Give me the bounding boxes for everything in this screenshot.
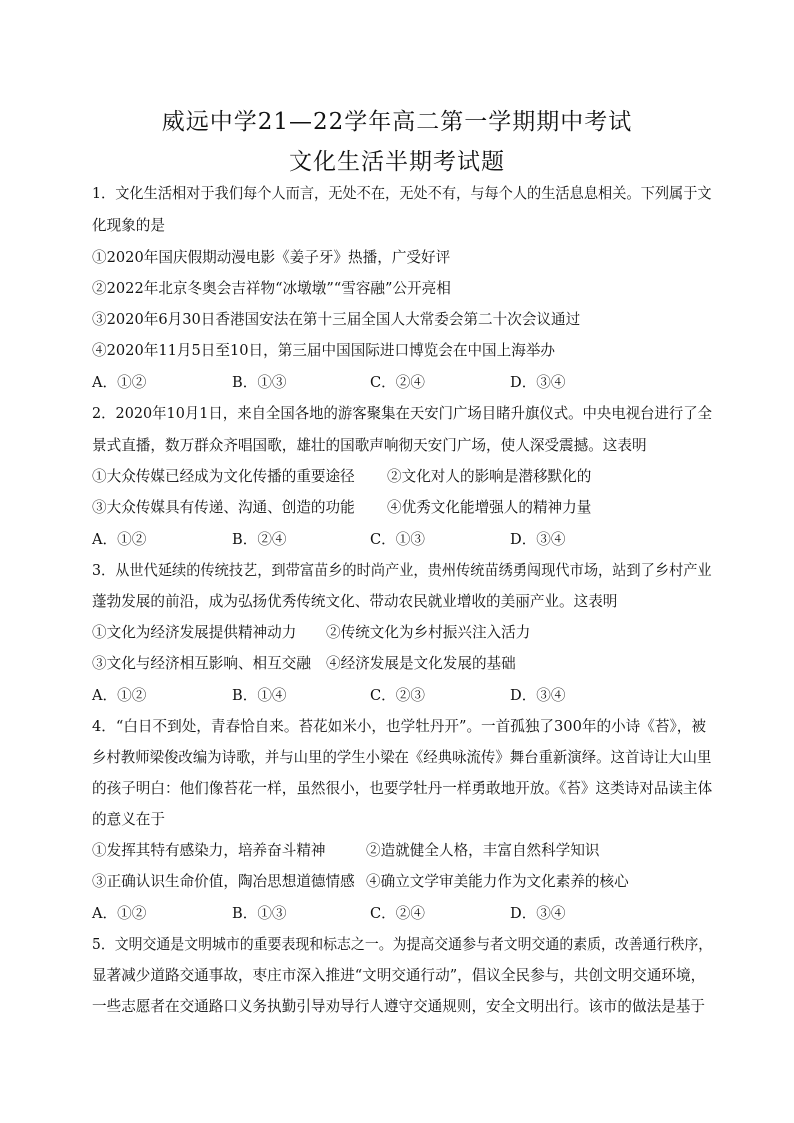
question-4-item-3: ③正确认识生命价值，陶冶思想道德情感 bbox=[92, 873, 355, 890]
question-3-stem-line-2: 蓬勃发展的前沿，成为弘扬优秀传统文化、带动农民就业增收的美丽产业。这表明 bbox=[92, 593, 618, 610]
option-a[interactable]: A．①② bbox=[92, 374, 147, 391]
option-c[interactable]: C．②④ bbox=[370, 905, 425, 922]
question-1-stem-line-2: 化现象的是 bbox=[92, 217, 165, 234]
option-b[interactable]: B．①③ bbox=[232, 374, 287, 391]
option-d[interactable]: D．③④ bbox=[510, 374, 566, 391]
option-c[interactable]: C．①③ bbox=[370, 531, 425, 548]
question-3-item-2: ②传统文化为乡村振兴注入活力 bbox=[326, 624, 531, 641]
question-3-options bbox=[92, 686, 712, 706]
question-4-stem-line-1: 4．“白日不到处，青春恰自来。苔花如米小，也学牡丹开”。一首孤独了300年的小诗《苔》，被 bbox=[92, 718, 706, 735]
question-2-item-1: ①大众传媒已经成为文化传播的重要途径 bbox=[92, 468, 355, 485]
question-4-item-1: ①发挥其特有感染力，培养奋斗精神 bbox=[92, 842, 326, 859]
question-1-item-3: ③2020年6月30日香港国安法在第十三届全国人大常委会第二十次会议通过 bbox=[92, 311, 581, 328]
option-a[interactable]: A．①② bbox=[92, 905, 147, 922]
option-d[interactable]: D．③④ bbox=[510, 905, 566, 922]
question-4-stem-line-4: 的意义在于 bbox=[92, 811, 165, 828]
question-2-stem-line-1: 2．2020年10月1日，来自全国各地的游客聚集在天安门广场目睹升旗仪式。中央电视台进行了全 bbox=[92, 405, 713, 422]
question-2-item-2: ②文化对人的影响是潜移默化的 bbox=[387, 468, 592, 485]
question-4-item-4: ④确立文学审美能力作为文化素养的核心 bbox=[366, 873, 629, 890]
exam-subtitle: 文化生活半期考试题 bbox=[289, 149, 505, 175]
question-2-options bbox=[92, 530, 712, 550]
question-4-stem-line-2: 乡村教师梁俊改编为诗歌，并与山里的学生小梁在《经典咏流传》舞台重新演绎。这首诗让大山里 bbox=[92, 749, 712, 766]
question-3-item-1: ①文化为经济发展提供精神动力 bbox=[92, 624, 297, 641]
question-1-stem-line-1: 1．文化生活相对于我们每个人而言，无处不在，无处不有，与每个人的生活息息相关。下列属于文 bbox=[92, 185, 712, 202]
exam-title: 威远中学21—22学年高二第一学期期中考试 bbox=[161, 109, 633, 135]
question-1-item-4: ④2020年11月5日至10日，第三届中国国际进口博览会在中国上海举办 bbox=[92, 342, 556, 359]
question-2-item-4: ④优秀文化能增强人的精神力量 bbox=[387, 499, 592, 516]
option-d[interactable]: D．③④ bbox=[510, 687, 566, 704]
question-5-stem-line-3: 一些志愿者在交通路口义务执勤引导劝导行人遵守交通规则，安全文明出行。该市的做法是基于 bbox=[92, 998, 705, 1015]
question-4-item-2: ②造就健全人格，丰富自然科学知识 bbox=[366, 842, 600, 859]
question-1-item-1: ①2020年国庆假期动漫电影《姜子牙》热播，广受好评 bbox=[92, 249, 451, 266]
question-5-stem-line-2: 显著减少道路交通事故，枣庄市深入推进“文明交通行动”，倡议全民参与，共创文明交通环境， bbox=[92, 967, 706, 984]
option-c[interactable]: C．②③ bbox=[370, 687, 425, 704]
question-4-options bbox=[92, 904, 712, 924]
question-5-stem-line-1: 5．文明交通是文明城市的重要表现和标志之一。为提高交通参与者文明交通的素质，改善通行秩序， bbox=[92, 936, 713, 953]
option-a[interactable]: A．①② bbox=[92, 531, 147, 548]
question-3-item-3: ③文化与经济相互影响、相互交融 bbox=[92, 655, 311, 672]
question-3-item-4: ④经济发展是文化发展的基础 bbox=[326, 655, 516, 672]
option-d[interactable]: D．③④ bbox=[510, 531, 566, 548]
question-2-stem-line-2: 景式直播，数万群众齐唱国歌，雄壮的国歌声响彻天安门广场，使人深受震撼。这表明 bbox=[92, 437, 647, 454]
question-1-options bbox=[92, 373, 712, 393]
question-4-stem-line-3: 的孩子明白：他们像苔花一样，虽然很小，也要学牡丹一样勇敢地开放。《苔》这类诗对品读主体 bbox=[92, 780, 713, 797]
question-2-item-3: ③大众传媒具有传递、沟通、创造的功能 bbox=[92, 499, 355, 516]
option-b[interactable]: B．①④ bbox=[232, 687, 287, 704]
question-3-stem-line-1: 3．从世代延续的传统技艺，到带富苗乡的时尚产业，贵州传统苗绣勇闯现代市场，站到了乡村产业 bbox=[92, 562, 712, 579]
option-b[interactable]: B．①③ bbox=[232, 905, 287, 922]
option-c[interactable]: C．②④ bbox=[370, 374, 425, 391]
option-a[interactable]: A．①② bbox=[92, 687, 147, 704]
question-1-item-2: ②2022年北京冬奥会吉祥物“冰墩墩”“雪容融”公开亮相 bbox=[92, 280, 451, 297]
option-b[interactable]: B．②④ bbox=[232, 531, 287, 548]
